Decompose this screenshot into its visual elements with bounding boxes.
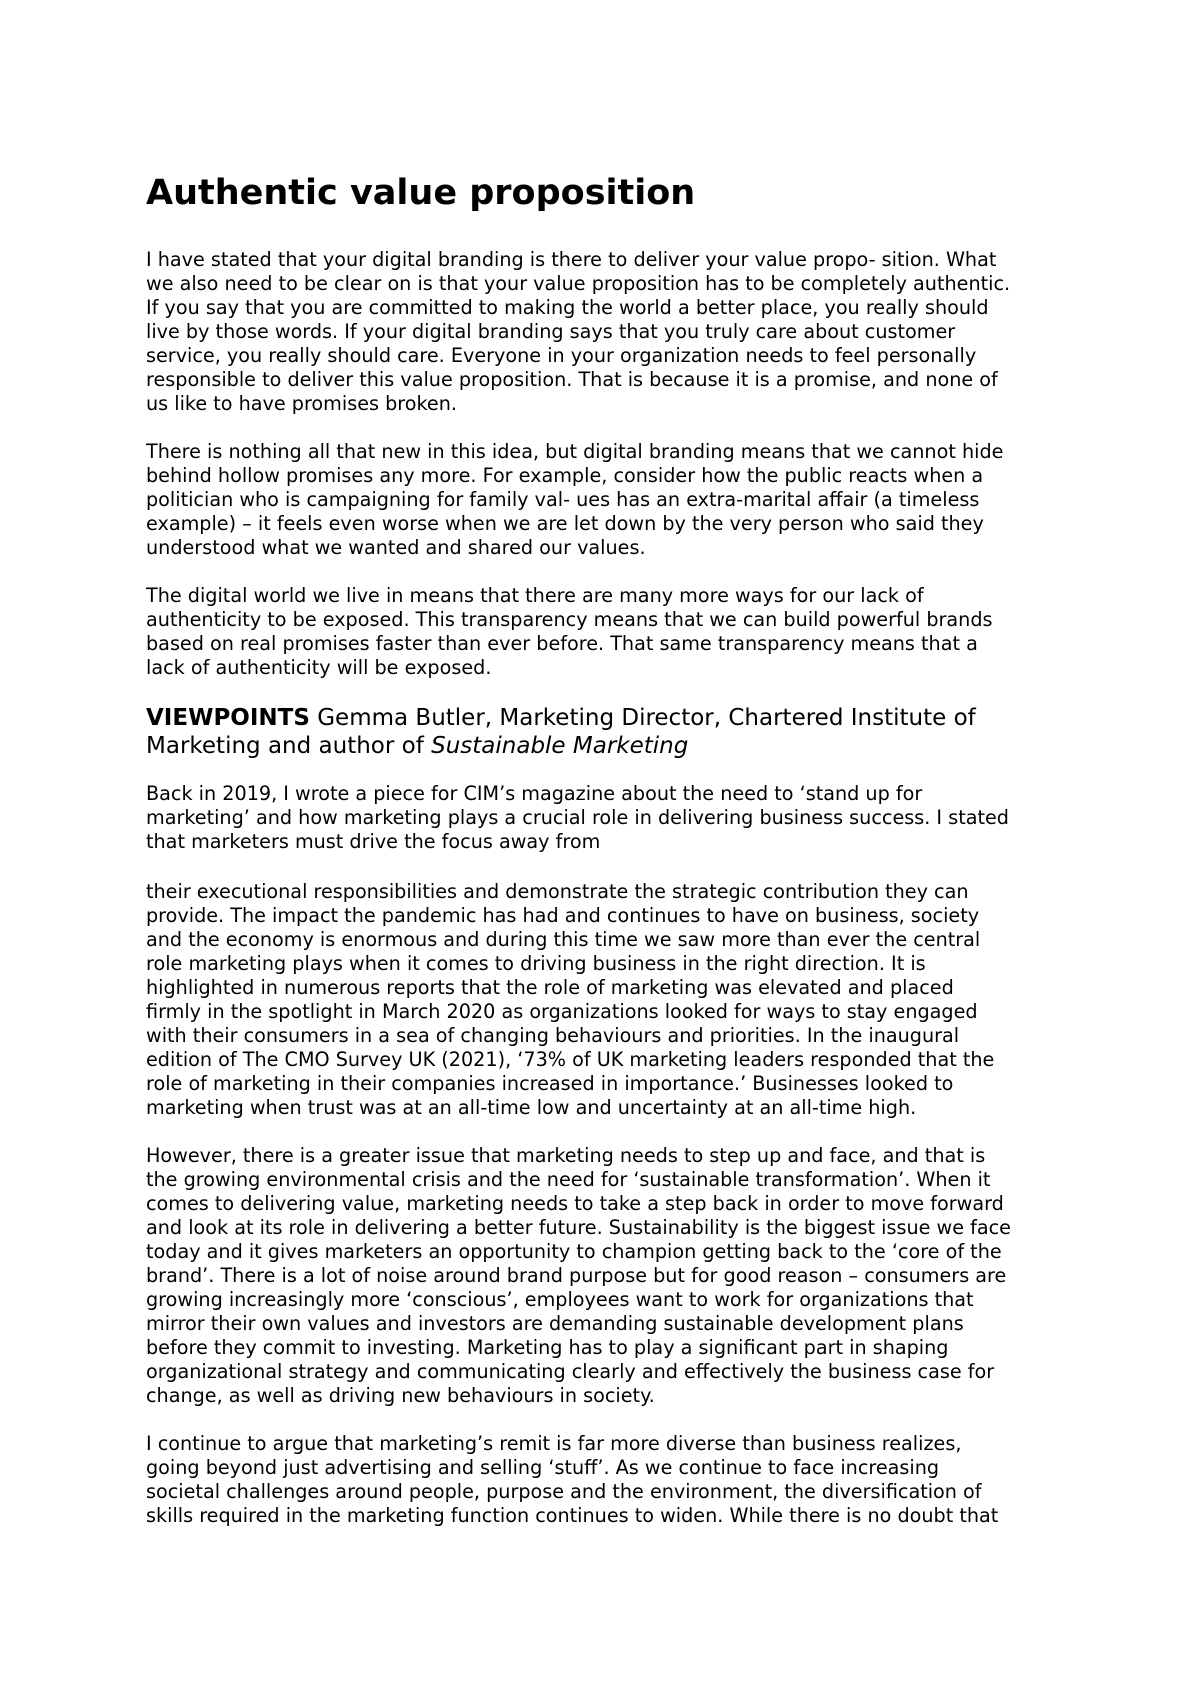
text-line: There is nothing all that new in this idea, but digital branding means that we cannot hide <box>146 440 1004 463</box>
page-title: Authentic value proposition <box>146 173 696 213</box>
text-line: that marketers must drive the focus away from <box>146 830 601 853</box>
text-line: us like to have promises broken. <box>146 392 457 415</box>
text-line: role of marketing in their companies increased in importance.’ Businesses looked to <box>146 1072 954 1095</box>
text-line: and the economy is enormous and during this time we saw more than ever the central <box>146 928 981 951</box>
text-line: The digital world we live in means that there are many more ways for our lack of <box>146 584 924 607</box>
text-line: their executional responsibilities and demonstrate the strategic contribution they can <box>146 880 969 903</box>
paragraph <box>146 440 1076 560</box>
text-line: live by those words. If your digital branding says that you truly care about customer <box>146 320 956 343</box>
text-line: going beyond just advertising and selling ‘stuff’. As we continue to face increasing <box>146 1456 940 1479</box>
text-line: societal challenges around people, purpose and the environment, the diversification of <box>146 1480 982 1503</box>
viewpoints-heading-line-2 <box>146 732 1076 760</box>
text-line: today and it gives marketers an opportunity to champion getting back to the ‘core of the <box>146 1240 1002 1263</box>
text-line: based on real promises faster than ever before. That same transparency means that a <box>146 632 978 655</box>
text-line: provide. The impact the pandemic has had and continues to have on business, society <box>146 904 980 927</box>
text-line: role marketing plays when it comes to driving business in the right direction. It is <box>146 952 926 975</box>
paragraph <box>146 782 1076 854</box>
text-line: and look at its role in delivering a better future. Sustainability is the biggest issue we face <box>146 1216 1011 1239</box>
viewpoints-book-title: Sustainable Marketing <box>431 733 689 759</box>
text-line: marketing when trust was at an all-time low and uncertainty at an all-time high. <box>146 1096 917 1119</box>
text-line: I have stated that your digital branding is there to deliver your value propo- sition. What <box>146 248 997 271</box>
text-line: before they commit to investing. Marketing has to play a significant part in shaping <box>146 1336 949 1359</box>
text-line: brand’. There is a lot of noise around brand purpose but for good reason – consumers are <box>146 1264 1007 1287</box>
text-line: I continue to argue that marketing’s remit is far more diverse than business realizes, <box>146 1432 962 1455</box>
text-line: marketing’ and how marketing plays a crucial role in delivering business success. I stated <box>146 806 1009 829</box>
text-line: growing increasingly more ‘conscious’, employees want to work for organizations that <box>146 1288 974 1311</box>
text-line: authenticity to be exposed. This transparency means that we can build powerful brands <box>146 608 993 631</box>
text-line: understood what we wanted and shared our values. <box>146 536 646 559</box>
text-line: service, you really should care. Everyone in your organization needs to feel personally <box>146 344 977 367</box>
text-line: firmly in the spotlight in March 2020 as organizations looked for ways to stay engaged <box>146 1000 978 1023</box>
intro-section <box>146 248 1076 680</box>
paragraph <box>146 880 1076 1120</box>
text-line: skills required in the marketing function continues to widen. While there is no doubt that <box>146 1504 999 1527</box>
paragraph <box>146 1432 1076 1528</box>
text-line: example) – it feels even worse when we are let down by the very person who said they <box>146 512 984 535</box>
viewpoints-heading-line-1 <box>146 704 1076 732</box>
text-line: responsible to deliver this value proposition. That is because it is a promise, and none of <box>146 368 998 391</box>
text-line: However, there is a greater issue that marketing needs to step up and face, and that is <box>146 1144 986 1167</box>
viewpoints-heading <box>146 704 1076 760</box>
text-line: change, as well as driving new behaviours in society. <box>146 1384 655 1407</box>
viewpoints-label: VIEWPOINTS <box>146 705 310 731</box>
text-line: politician who is campaigning for family val- ues has an extra-marital affair (a timeless <box>146 488 980 511</box>
text-line: organizational strategy and communicating clearly and effectively the business case for <box>146 1360 995 1383</box>
text-line: If you say that you are committed to making the world a better place, you really should <box>146 296 989 319</box>
text-line: we also need to be clear on is that your value proposition has to be completely authentic. <box>146 272 1011 295</box>
paragraph <box>146 1144 1076 1408</box>
page-break-gap <box>146 854 1076 880</box>
paragraph <box>146 248 1076 416</box>
text-line: comes to delivering value, marketing needs to take a step back in order to move forward <box>146 1192 1004 1215</box>
text-line: behind hollow promises any more. For example, consider how the public reacts when a <box>146 464 984 487</box>
text-line: highlighted in numerous reports that the role of marketing was elevated and placed <box>146 976 954 999</box>
text-line: edition of The CMO Survey UK (2021), ‘73% of UK marketing leaders responded that the <box>146 1048 995 1071</box>
text-line: Back in 2019, I wrote a piece for CIM’s magazine about the need to ‘stand up for <box>146 782 923 805</box>
viewpoints-body <box>146 782 1076 1528</box>
text-line: with their consumers in a sea of changing behaviours and priorities. In the inaugural <box>146 1024 960 1047</box>
viewpoints-author: Gemma Butler, Marketing Director, Chartered Institute of <box>309 705 976 731</box>
text-line: lack of authenticity will be exposed. <box>146 656 492 679</box>
text-line: the growing environmental crisis and the need for ‘sustainable transformation’. When it <box>146 1168 991 1191</box>
viewpoints-author-cont: Marketing and author of <box>146 733 432 759</box>
paragraph <box>146 584 1076 680</box>
document-page <box>146 172 1076 1552</box>
text-line: mirror their own values and investors are demanding sustainable development plans <box>146 1312 964 1335</box>
